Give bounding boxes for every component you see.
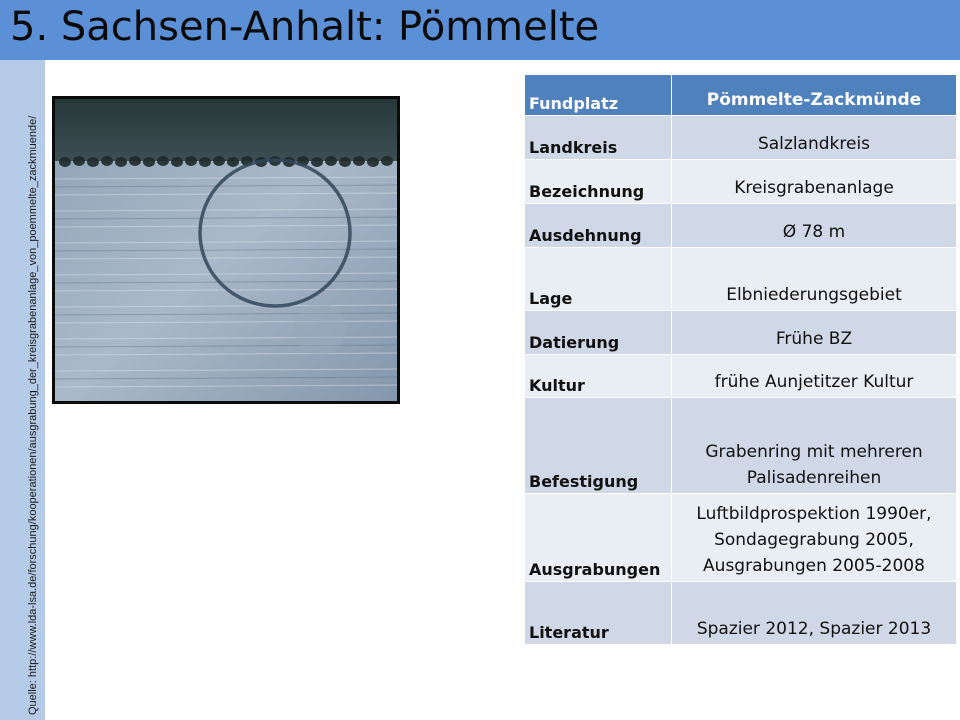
row-value: Luftbildprospektion 1990er, Sondagegrabung 2005, Ausgrabungen 2005-2008 bbox=[672, 494, 957, 582]
row-value: Ø 78 m bbox=[672, 204, 957, 248]
table-row bbox=[525, 355, 957, 398]
table-row bbox=[525, 160, 957, 204]
row-key: Datierung bbox=[525, 311, 672, 355]
row-value: Kreisgrabenanlage bbox=[672, 160, 957, 204]
row-key: Lage bbox=[525, 248, 672, 311]
row-value: frühe Aunjetitzer Kultur bbox=[672, 355, 957, 398]
source-caption bbox=[0, 60, 45, 720]
row-key: Befestigung bbox=[525, 398, 672, 494]
table-row bbox=[525, 204, 957, 248]
row-key: Landkreis bbox=[525, 116, 672, 160]
row-value: Spazier 2012, Spazier 2013 bbox=[672, 582, 957, 645]
row-key: Literatur bbox=[525, 582, 672, 645]
table-row bbox=[525, 116, 957, 160]
source-text: Quelle: http://www.lda-lsa.de/forschung/kooperationen/ausgrabung_der_kreisgrabenanlage_von_poemmelte_zackmuende/ bbox=[27, 115, 39, 715]
row-key: Ausgrabungen bbox=[525, 494, 672, 582]
title-bar bbox=[0, 0, 960, 60]
row-key: Kultur bbox=[525, 355, 672, 398]
table-row bbox=[525, 311, 957, 355]
row-value: Salzlandkreis bbox=[672, 116, 957, 160]
header-key: Fundplatz bbox=[525, 75, 672, 116]
table-header-row bbox=[525, 75, 957, 116]
row-key: Ausdehnung bbox=[525, 204, 672, 248]
row-key: Bezeichnung bbox=[525, 160, 672, 204]
header-value: Pömmelte-Zackmünde bbox=[672, 75, 957, 116]
table-row bbox=[525, 494, 957, 582]
aerial-photo-image bbox=[55, 99, 397, 401]
row-value: Grabenring mit mehreren Palisadenreihen bbox=[672, 398, 957, 494]
site-info-table bbox=[524, 74, 957, 645]
row-value: Elbniederungsgebiet bbox=[672, 248, 957, 311]
slide-title: 5. Sachsen-Anhalt: Pömmelte bbox=[10, 4, 600, 50]
row-value: Frühe BZ bbox=[672, 311, 957, 355]
table-row bbox=[525, 582, 957, 645]
aerial-photo bbox=[52, 96, 400, 404]
table-row bbox=[525, 398, 957, 494]
table-row bbox=[525, 248, 957, 311]
